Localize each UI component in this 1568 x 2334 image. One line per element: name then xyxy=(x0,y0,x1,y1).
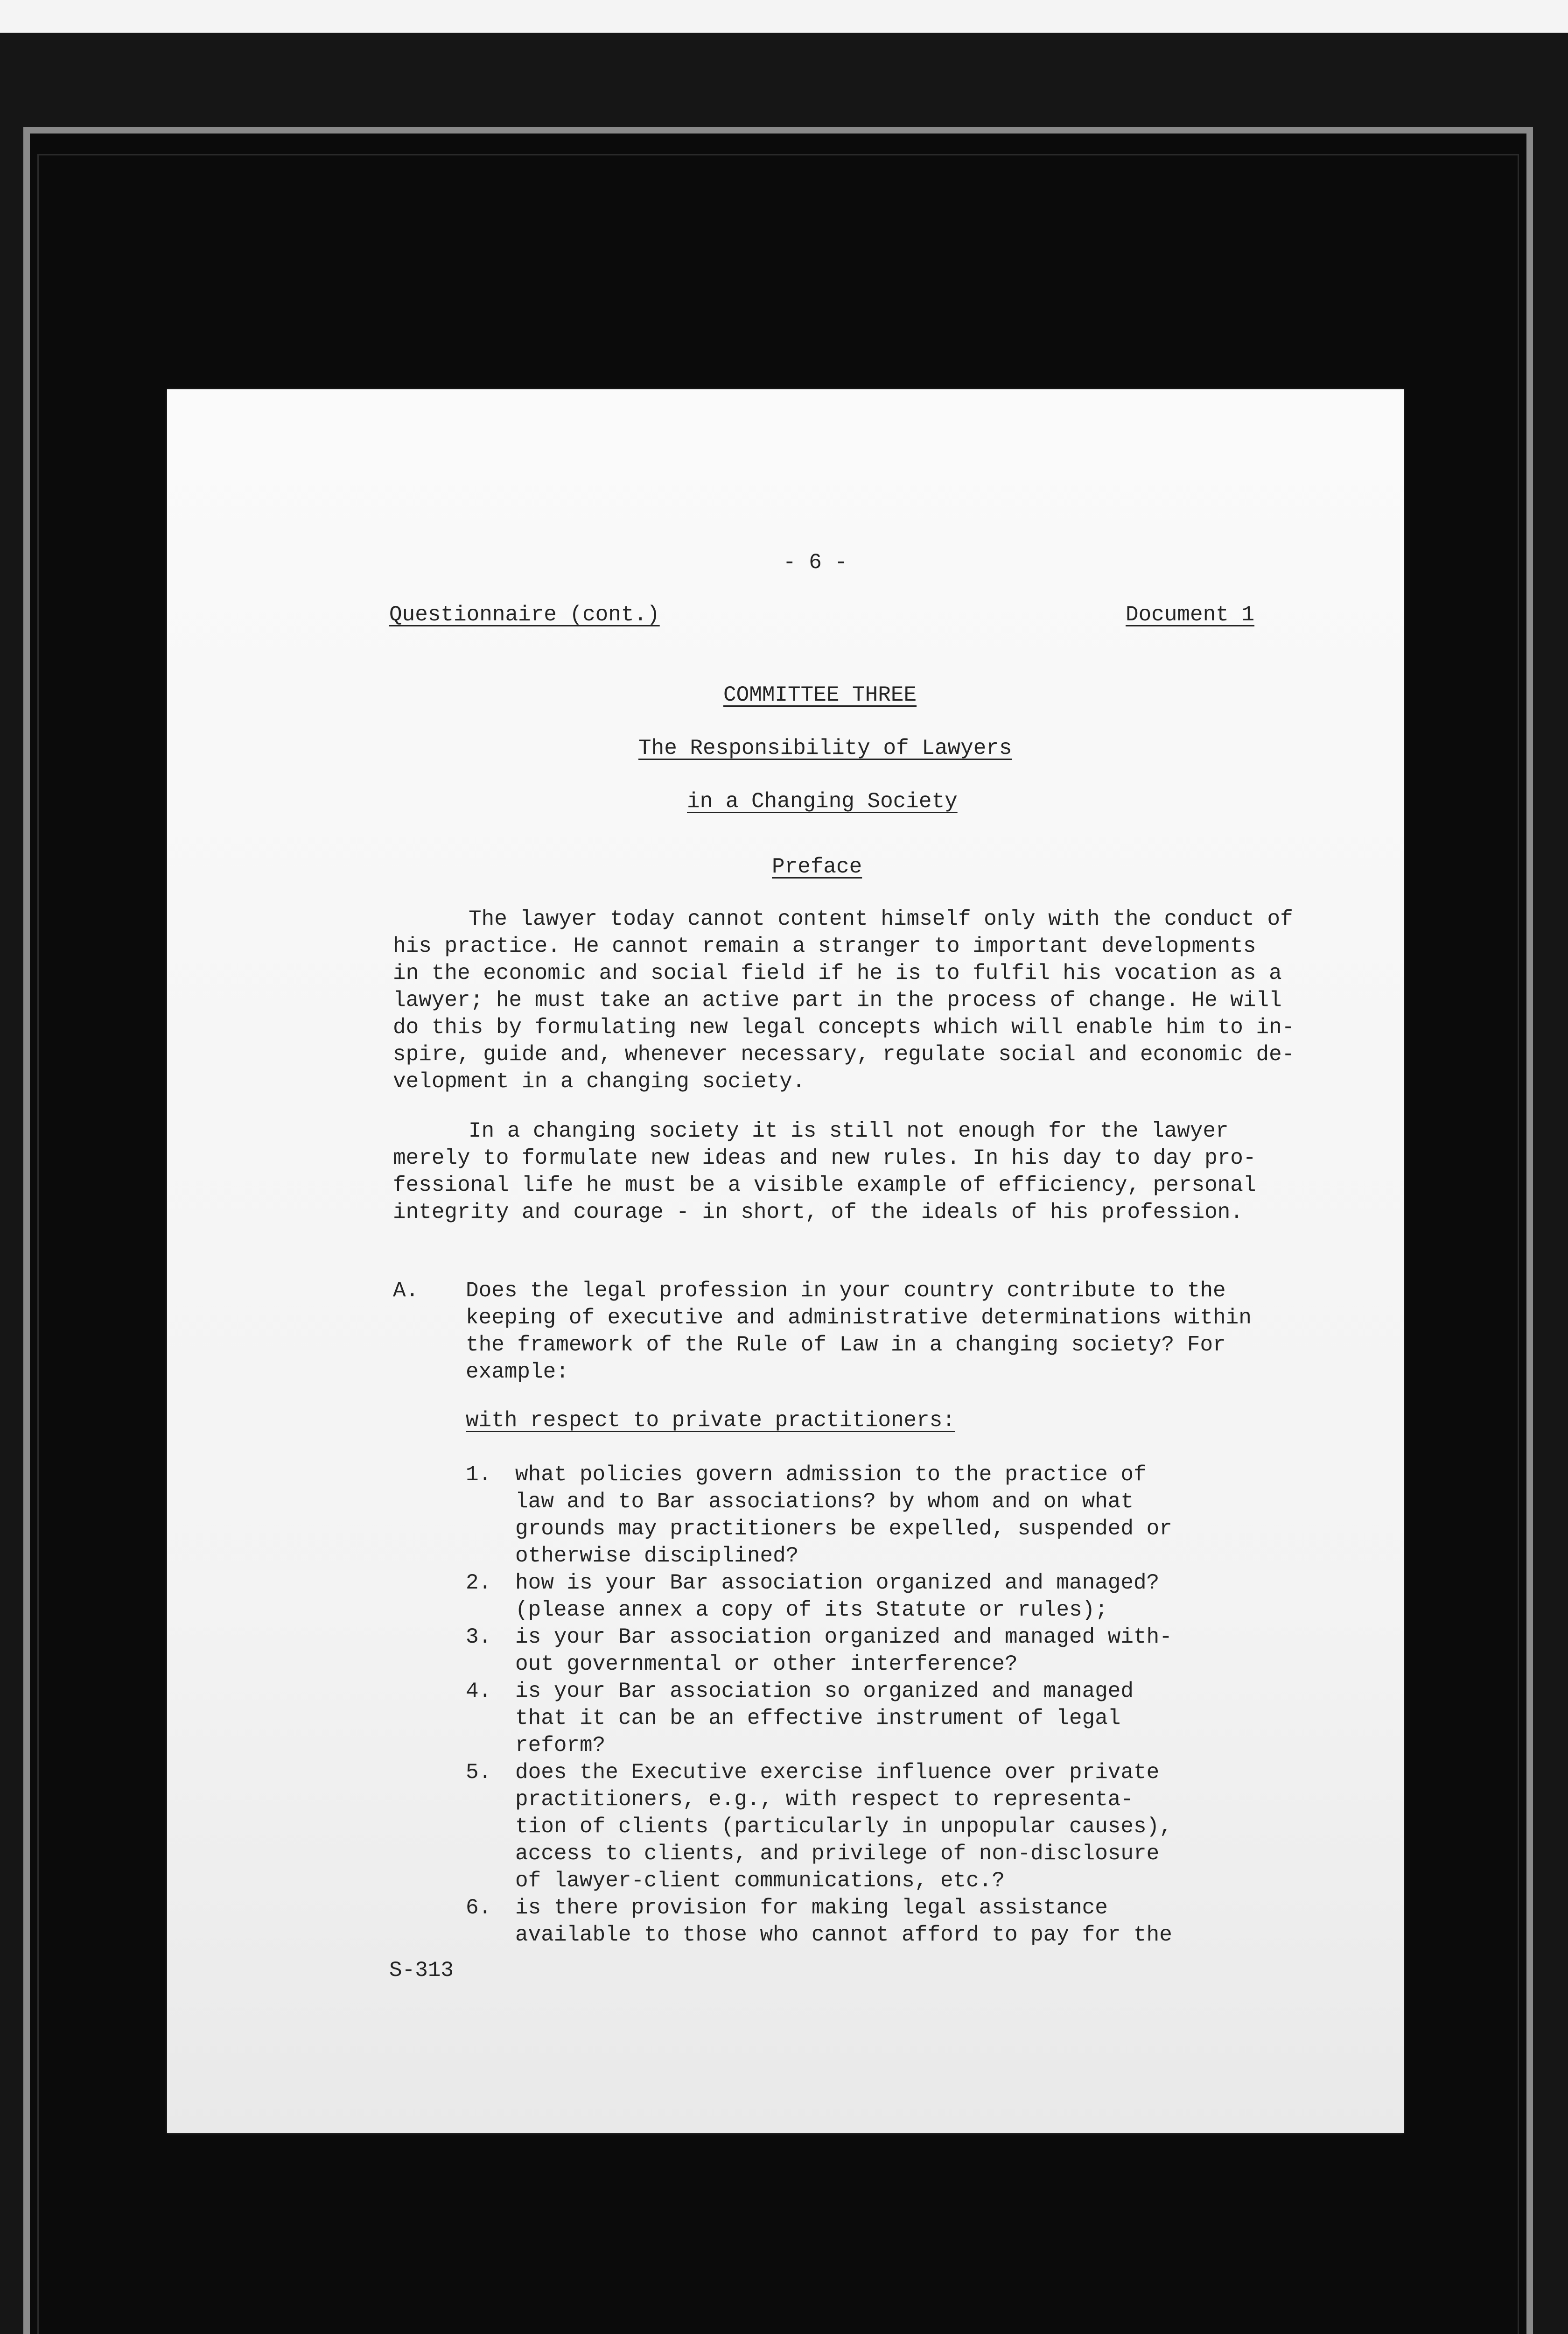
list-item xyxy=(515,1894,1172,1948)
page-number: - 6 - xyxy=(783,550,848,575)
text-line: spire, guide and, whenever necessary, regulate social and economic de- xyxy=(393,1042,1295,1067)
item-number: 6. xyxy=(466,1896,492,1920)
text-line: the framework of the Rule of Law in a changing society? For xyxy=(466,1333,1226,1357)
text-line: is your Bar association so organized and managed xyxy=(515,1679,1134,1703)
preface-heading: Preface xyxy=(772,855,862,879)
title-line-2: in a Changing Society xyxy=(687,789,958,814)
header-left: Questionnaire (cont.) xyxy=(389,603,660,627)
text-line: reform? xyxy=(515,1733,606,1758)
text-line: access to clients, and privilege of non-disclosure xyxy=(515,1842,1160,1866)
header-right: Document 1 xyxy=(1126,603,1255,627)
scan-top-margin xyxy=(0,0,1568,33)
committee-heading: COMMITTEE THREE xyxy=(723,683,917,707)
text-line: Does the legal profession in your country contribute to the xyxy=(466,1279,1226,1303)
text-line: fessional life he must be a visible example of efficiency, personal xyxy=(393,1173,1256,1197)
text-line: keeping of executive and administrative determinations within xyxy=(466,1306,1252,1330)
section-a-label: A. xyxy=(393,1279,419,1303)
text-line: is there provision for making legal assistance xyxy=(515,1896,1108,1920)
text-line: do this by formulating new legal concepts which will enable him to in- xyxy=(393,1015,1295,1040)
list-item xyxy=(515,1759,1172,1894)
subheading-private-practitioners: with respect to private practitioners: xyxy=(466,1408,955,1433)
list-item xyxy=(515,1678,1134,1759)
text-line: integrity and courage - in short, of the ideals of his profession. xyxy=(393,1200,1243,1224)
footer-code: S-313 xyxy=(389,1958,454,1982)
section-a-text xyxy=(466,1277,1252,1385)
text-line: that it can be an effective instrument of legal xyxy=(515,1706,1121,1730)
text-line: out governmental or other interference? xyxy=(515,1652,1018,1676)
text-line: of lawyer-client communications, etc.? xyxy=(515,1869,1005,1893)
text-line: example: xyxy=(466,1360,569,1384)
text-line: what policies govern admission to the practice of xyxy=(515,1462,1147,1487)
document-page xyxy=(167,389,1404,2133)
preface-paragraph-1 xyxy=(393,906,1295,1095)
preface-paragraph-2 xyxy=(393,1118,1256,1226)
text-line: (please annex a copy of its Statute or rules); xyxy=(515,1598,1108,1622)
text-line: tion of clients (particularly in unpopular causes), xyxy=(515,1814,1172,1839)
text-line: merely to formulate new ideas and new rules. In his day to day pro- xyxy=(393,1146,1256,1170)
text-line: available to those who cannot afford to pay for the xyxy=(515,1923,1172,1947)
item-number: 4. xyxy=(466,1679,492,1703)
text-line: In a changing society it is still not enough for the lawyer xyxy=(469,1119,1229,1143)
item-number: 1. xyxy=(466,1462,492,1487)
text-line: how is your Bar association organized and managed? xyxy=(515,1571,1160,1595)
text-line: in the economic and social field if he is to fulfil his vocation as a xyxy=(393,961,1282,985)
title-line-1: The Responsibility of Lawyers xyxy=(638,736,1012,760)
text-line: is your Bar association organized and managed with- xyxy=(515,1625,1172,1649)
text-line: does the Executive exercise influence over private xyxy=(515,1760,1160,1785)
text-line: practitioners, e.g., with respect to representa- xyxy=(515,1787,1134,1812)
item-number: 3. xyxy=(466,1625,492,1649)
text-line: otherwise disciplined? xyxy=(515,1544,799,1568)
item-number: 5. xyxy=(466,1760,492,1785)
text-line: The lawyer today cannot content himself only with the conduct of xyxy=(469,907,1293,931)
text-line: velopment in a changing society. xyxy=(393,1069,805,1094)
list-item xyxy=(515,1569,1159,1624)
list-item xyxy=(515,1461,1172,1569)
item-number: 2. xyxy=(466,1571,492,1595)
text-line: lawyer; he must take an active part in the process of change. He will xyxy=(393,988,1282,1012)
text-line: law and to Bar associations? by whom and on what xyxy=(515,1490,1134,1514)
text-line: grounds may practitioners be expelled, suspended or xyxy=(515,1517,1172,1541)
text-line: his practice. He cannot remain a stranger to important developments xyxy=(393,934,1256,958)
list-item xyxy=(515,1624,1172,1678)
